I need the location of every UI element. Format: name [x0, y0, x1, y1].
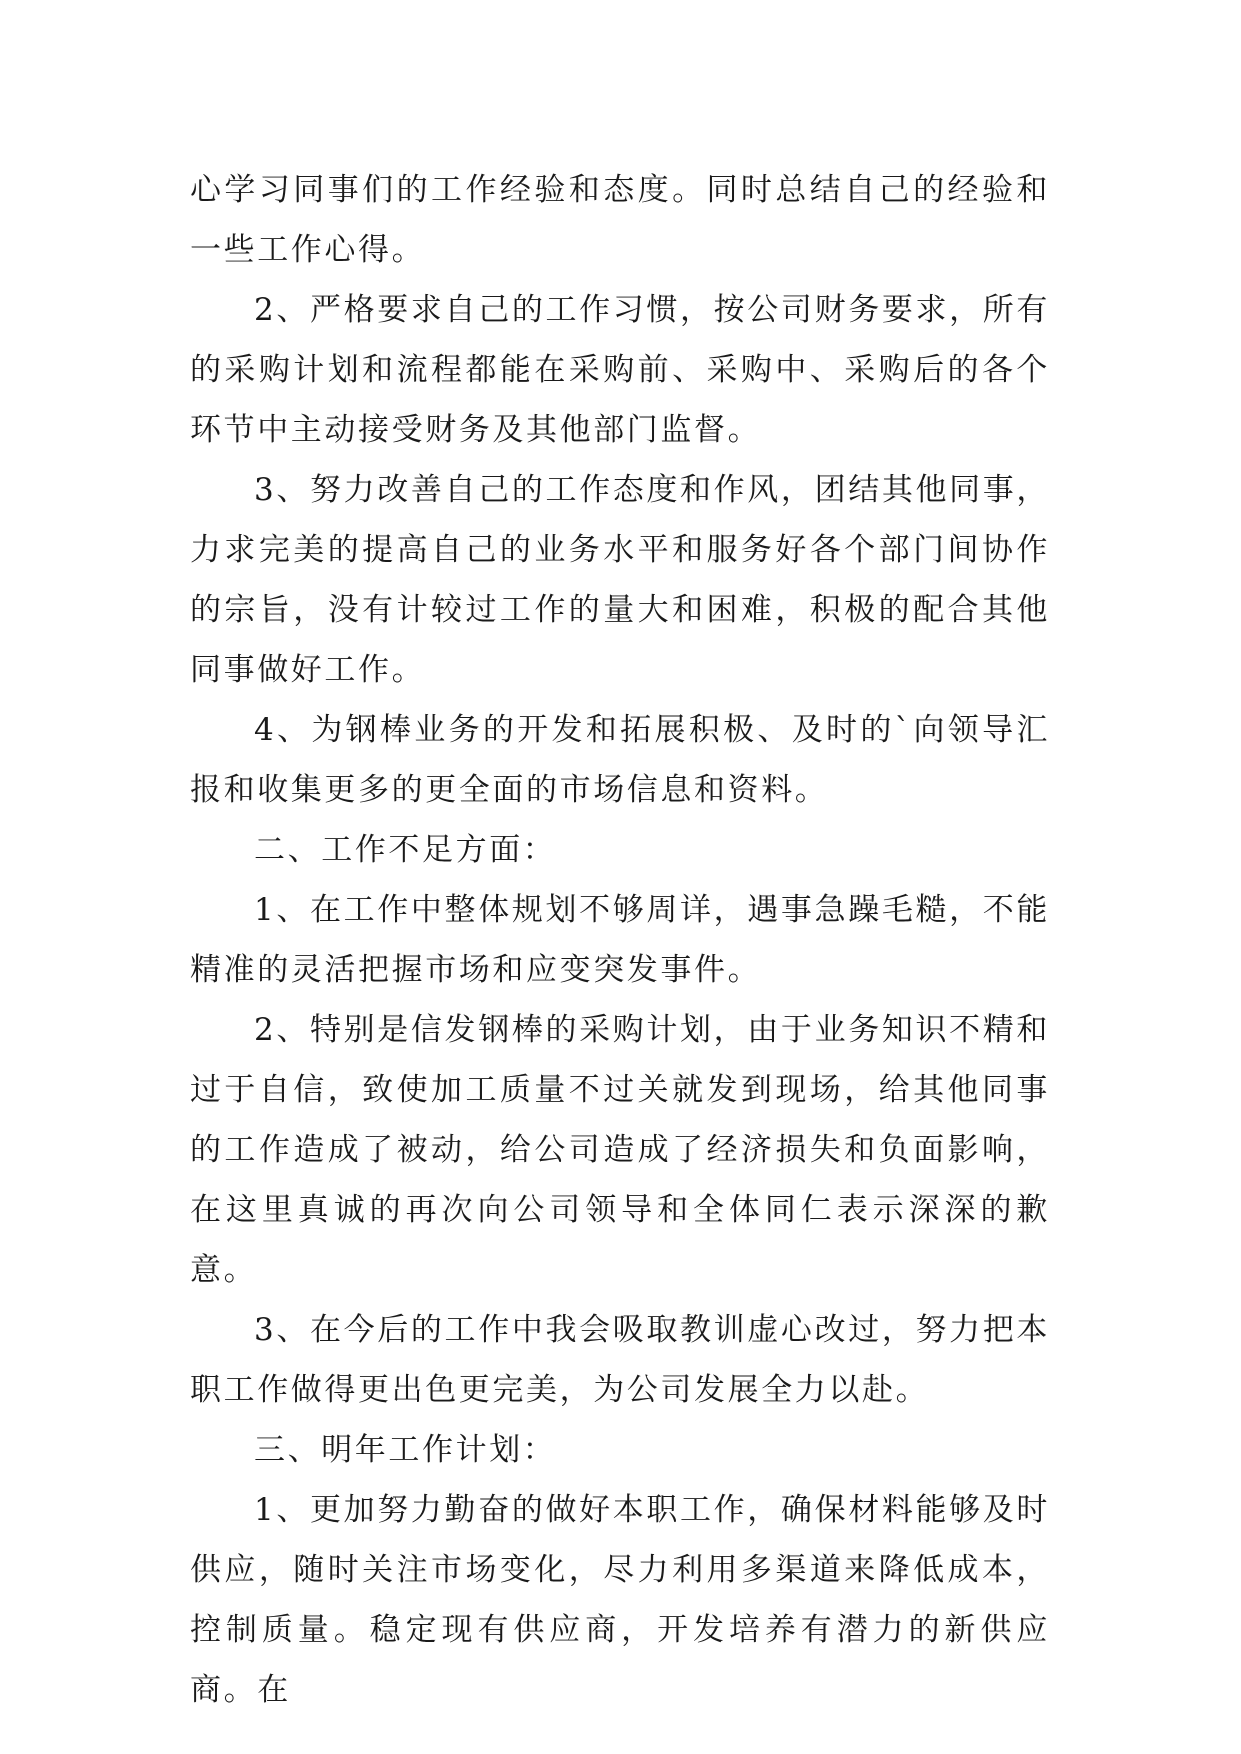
section-heading-shortcomings: 二、工作不足方面： — [254, 832, 557, 868]
document-body — [190, 160, 1050, 1720]
paragraph-2: 2、严格要求自己的工作习惯，按公司财务要求，所有的采购计划和流程都能在采购前、采购中、采购后的各个环节中主动接受财务及其他部门监督。 — [190, 292, 1050, 448]
paragraph-7: 2、特别是信发钢棒的采购计划，由于业务知识不精和过于自信，致使加工质量不过关就发到现场，给其他同事的工作造成了被动，给公司造成了经济损失和负面影响，在这里真诚的再次向公司领导和全体同仁表示深深的歉意。 — [190, 1012, 1050, 1288]
paragraph-4: 4、为钢棒业务的开发和拓展积极、及时的`向领导汇报和收集更多的更全面的市场信息和资料。 — [190, 712, 1050, 808]
paragraph-1: 心学习同事们的工作经验和态度。同时总结自己的经验和一些工作心得。 — [190, 172, 1050, 268]
paragraph-8: 3、在今后的工作中我会吸取教训虚心改过，努力把本职工作做得更出色更完美，为公司发展全力以赴。 — [190, 1312, 1050, 1408]
paragraph-10: 1、更加努力勤奋的做好本职工作，确保材料能够及时供应，随时关注市场变化，尽力利用多渠道来降低成本，控制质量。稳定现有供应商，开发培养有潜力的新供应商。在 — [190, 1492, 1050, 1708]
section-heading-next-year-plan: 三、明年工作计划： — [254, 1432, 557, 1468]
paragraph-3: 3、努力改善自己的工作态度和作风，团结其他同事，力求完美的提高自己的业务水平和服务好各个部门间协作的宗旨，没有计较过工作的量大和困难，积极的配合其他同事做好工作。 — [190, 472, 1050, 688]
paragraph-6: 1、在工作中整体规划不够周详，遇事急躁毛糙，不能精准的灵活把握市场和应变突发事件。 — [190, 892, 1050, 988]
